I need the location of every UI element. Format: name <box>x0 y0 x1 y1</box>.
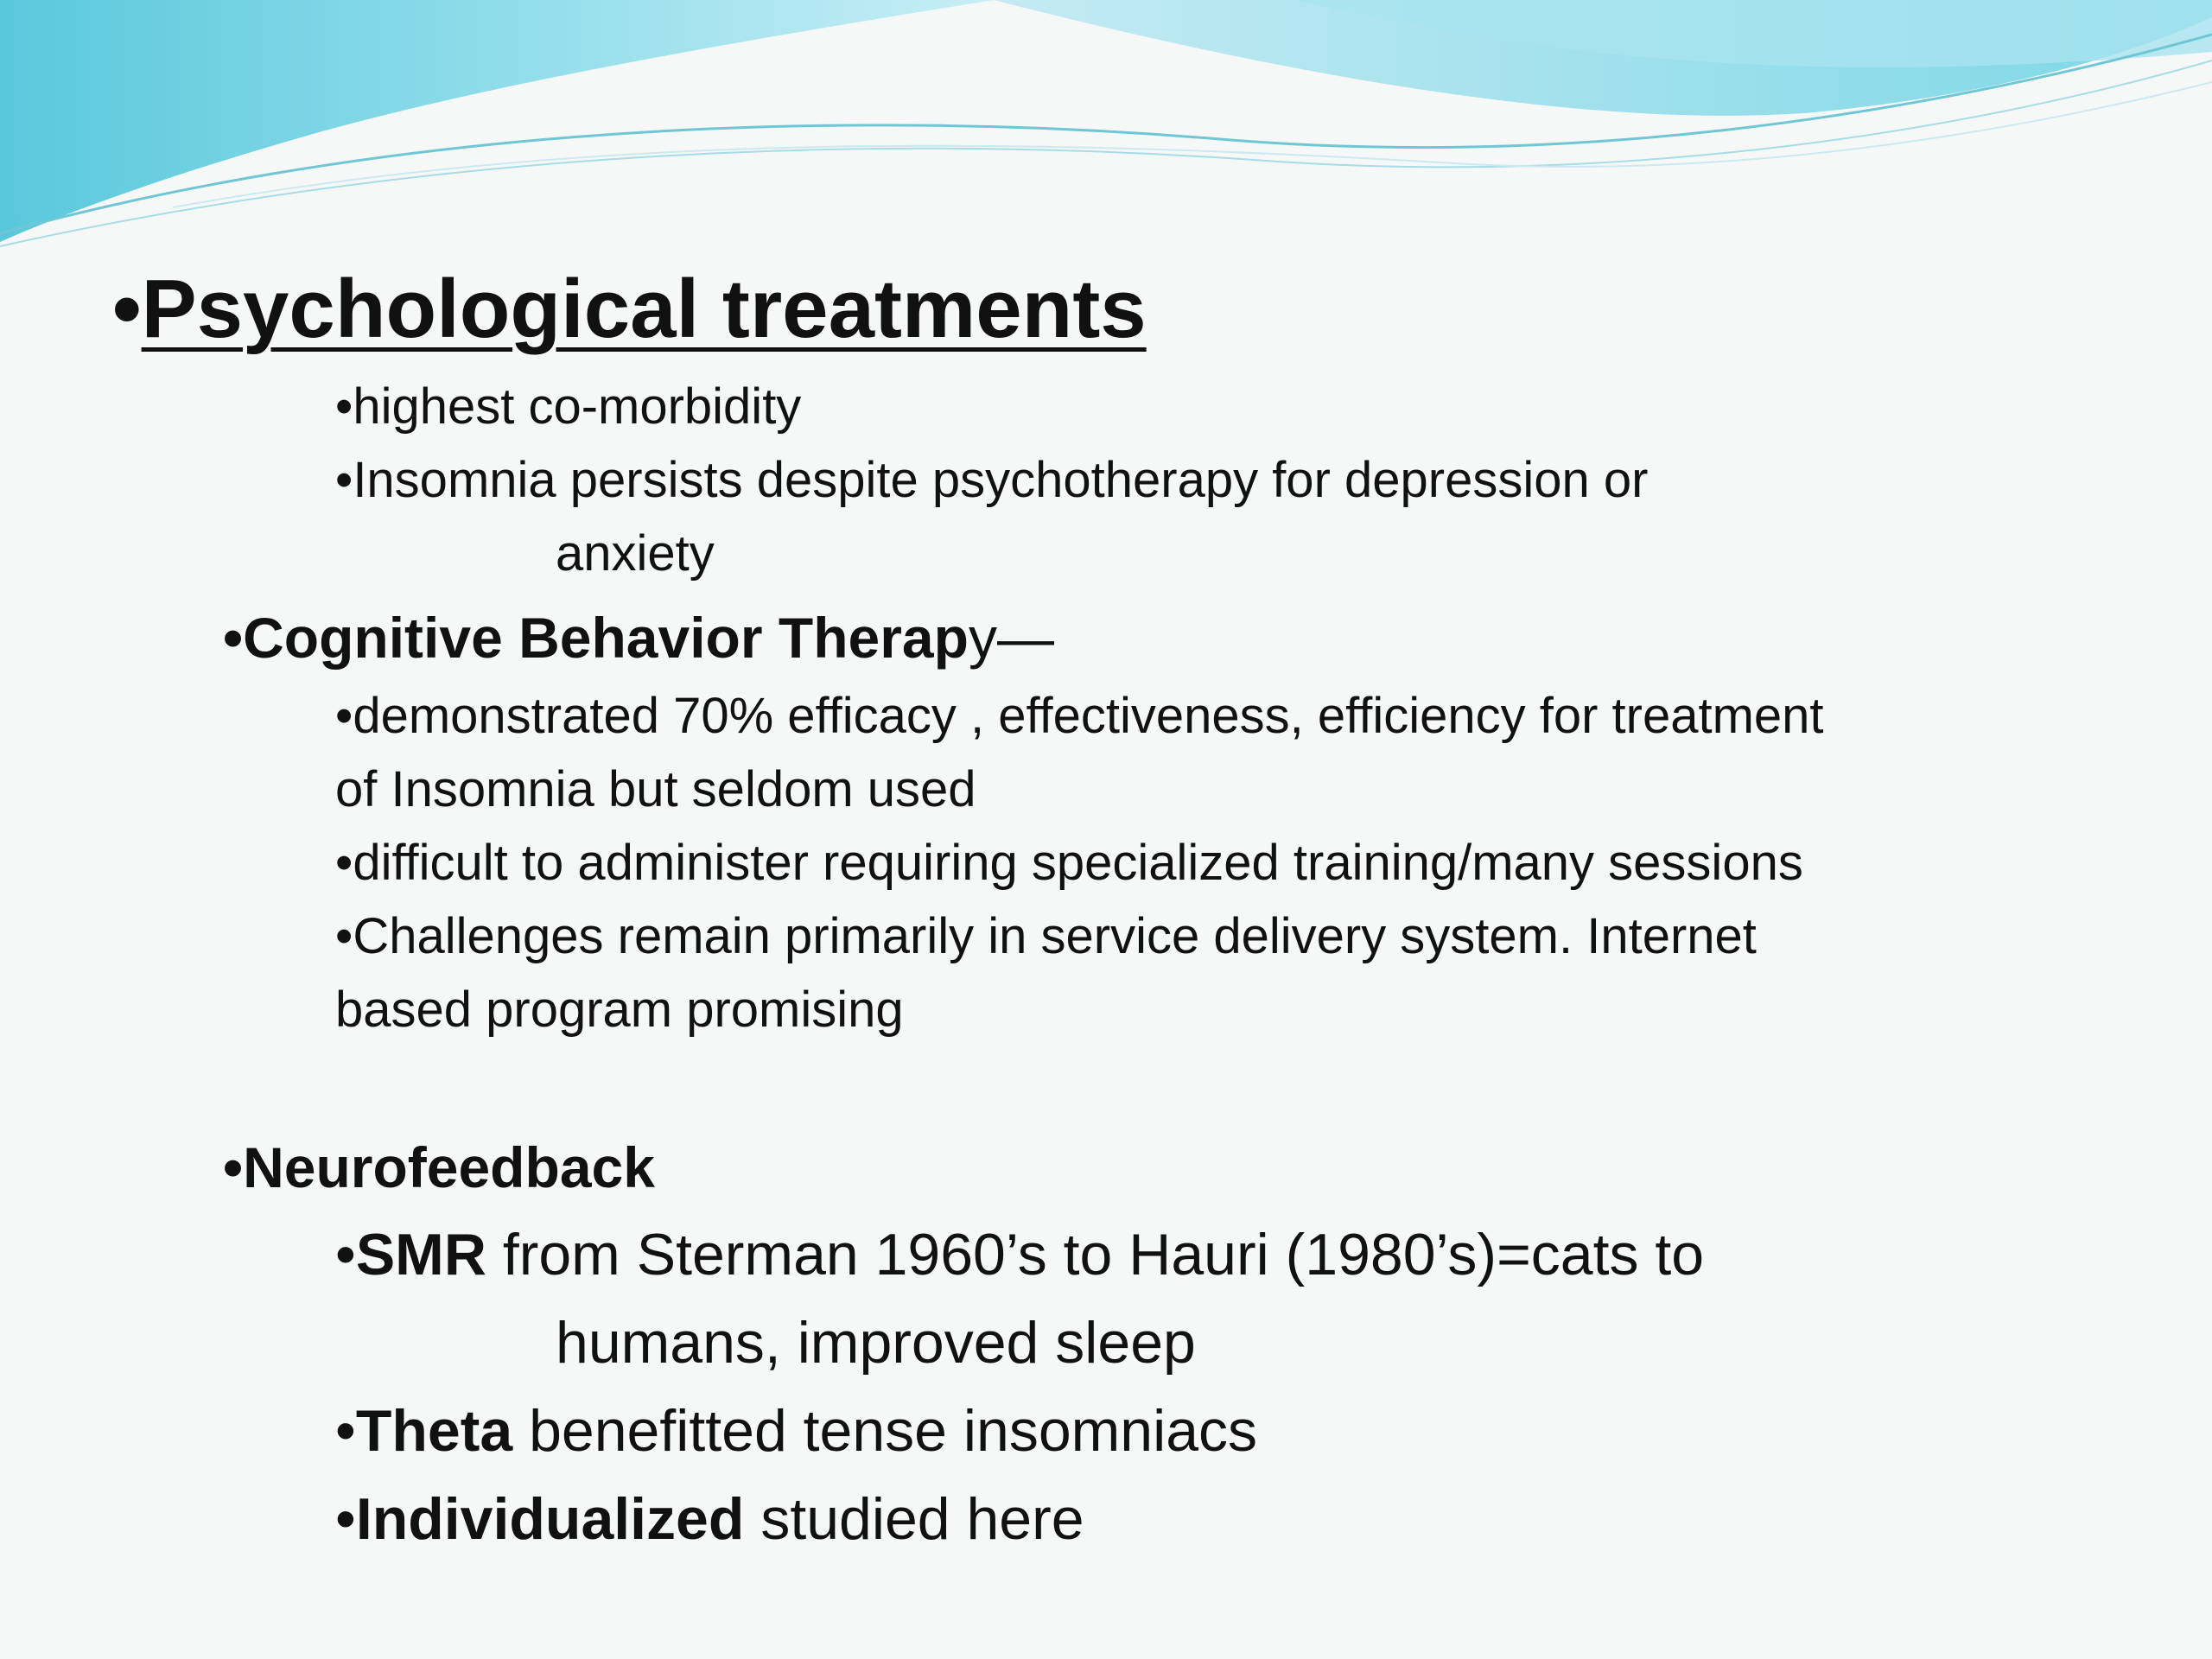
header-wave-decoration <box>0 0 2212 276</box>
slide-title <box>112 263 1147 355</box>
cbt-item: •Challenges remain primarily in service delivery system. Internet <box>335 908 1757 964</box>
cbt-item: •demonstrated 70% efficacy , effectiveness, efficiency for treatment <box>335 688 1824 744</box>
neuro-item: •Theta benefitted tense insomniacs <box>335 1398 1258 1464</box>
psych-item-continuation: anxiety <box>556 525 715 582</box>
neuro-item: •Individualized studied here <box>335 1486 1084 1552</box>
neurofeedback-heading: •Neurofeedback <box>223 1135 655 1199</box>
bullet: • <box>112 263 142 355</box>
psych-item: •highest co-morbidity <box>335 378 802 435</box>
neuro-item-continuation: humans, improved sleep <box>556 1310 1196 1376</box>
neuro-item: •SMR from Sterman 1960’s to Hauri (1980’s)=cats to <box>335 1222 1705 1287</box>
cbt-heading: •Cognitive Behavior Therapy— <box>223 606 1054 670</box>
cbt-item: •difficult to administer requiring specialized training/many sessions <box>335 835 1803 891</box>
cbt-item-continuation: based program promising <box>335 982 904 1038</box>
psych-item: •Insomnia persists despite psychotherapy for depression or <box>335 452 1649 508</box>
cbt-item-continuation: of Insomnia but seldom used <box>335 761 976 817</box>
title-text: Psychological treatments <box>141 263 1147 355</box>
